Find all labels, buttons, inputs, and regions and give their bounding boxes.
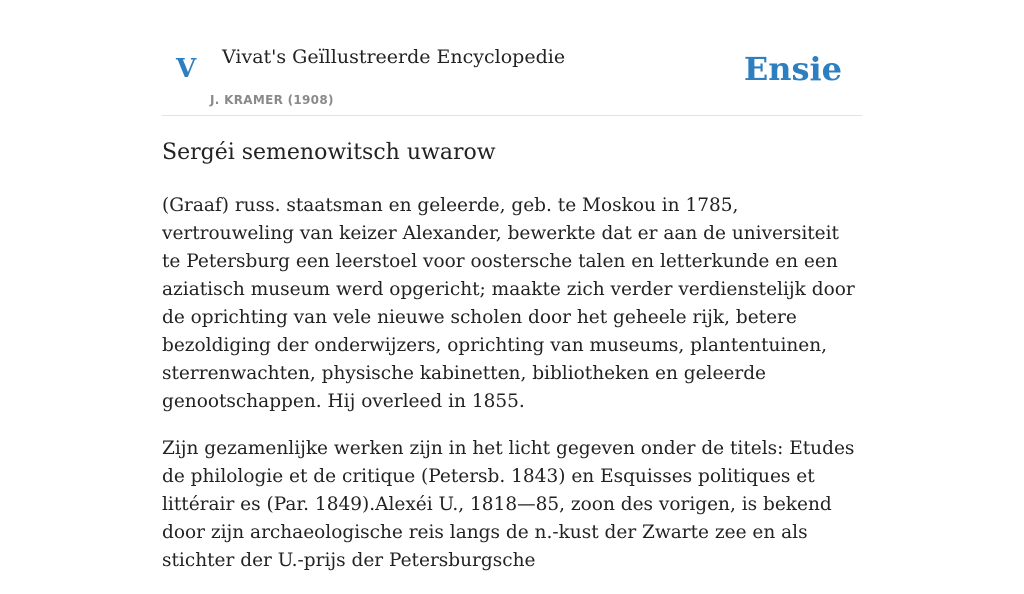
publication-title[interactable]: Vivat's Geïllustreerde Encyclopedie bbox=[222, 46, 566, 68]
brand-logo[interactable]: Ensie bbox=[743, 50, 842, 88]
site-header bbox=[162, 36, 862, 116]
article-paragraph: (Graaf) russ. staatsman en geleerde, geb. te Moskou in 1785, vertrouweling van keizer Alexander, bewerkte dat er aan de universiteit te Petersburg een leerstoel voor oostersche talen en letterkunde en een aziatisch museum werd opgericht; maakte zich verder verdienstelijk door de oprichting van vele nieuwe scholen door het geheele rijk, betere bezoldiging der onderwijzers, oprichting van museums, plantentuinen, sterrenwachten, physische kabinetten, bibliotheken en geleerde genootschappen. Hij overleed in 1855. bbox=[162, 195, 855, 412]
publication-author: J. KRAMER (1908) bbox=[210, 93, 334, 107]
article-title: Sergéi semenowitsch uwarow bbox=[162, 140, 496, 165]
article-body bbox=[162, 192, 862, 594]
publication-logo-icon[interactable]: V bbox=[176, 54, 197, 84]
article-paragraph: Zijn gezamenlijke werken zijn in het licht gegeven onder de titels: Etudes de philologie et de critique (Petersb. 1843) en Esquisses politiques et littérair es (Par. 1849).Alexéi U., 1818—85, zoon des vorigen, is bekend door zijn archaeologische reis langs de n.-kust der Zwarte zee en als stichter der U.-prijs der Petersburgsche bbox=[162, 438, 855, 571]
